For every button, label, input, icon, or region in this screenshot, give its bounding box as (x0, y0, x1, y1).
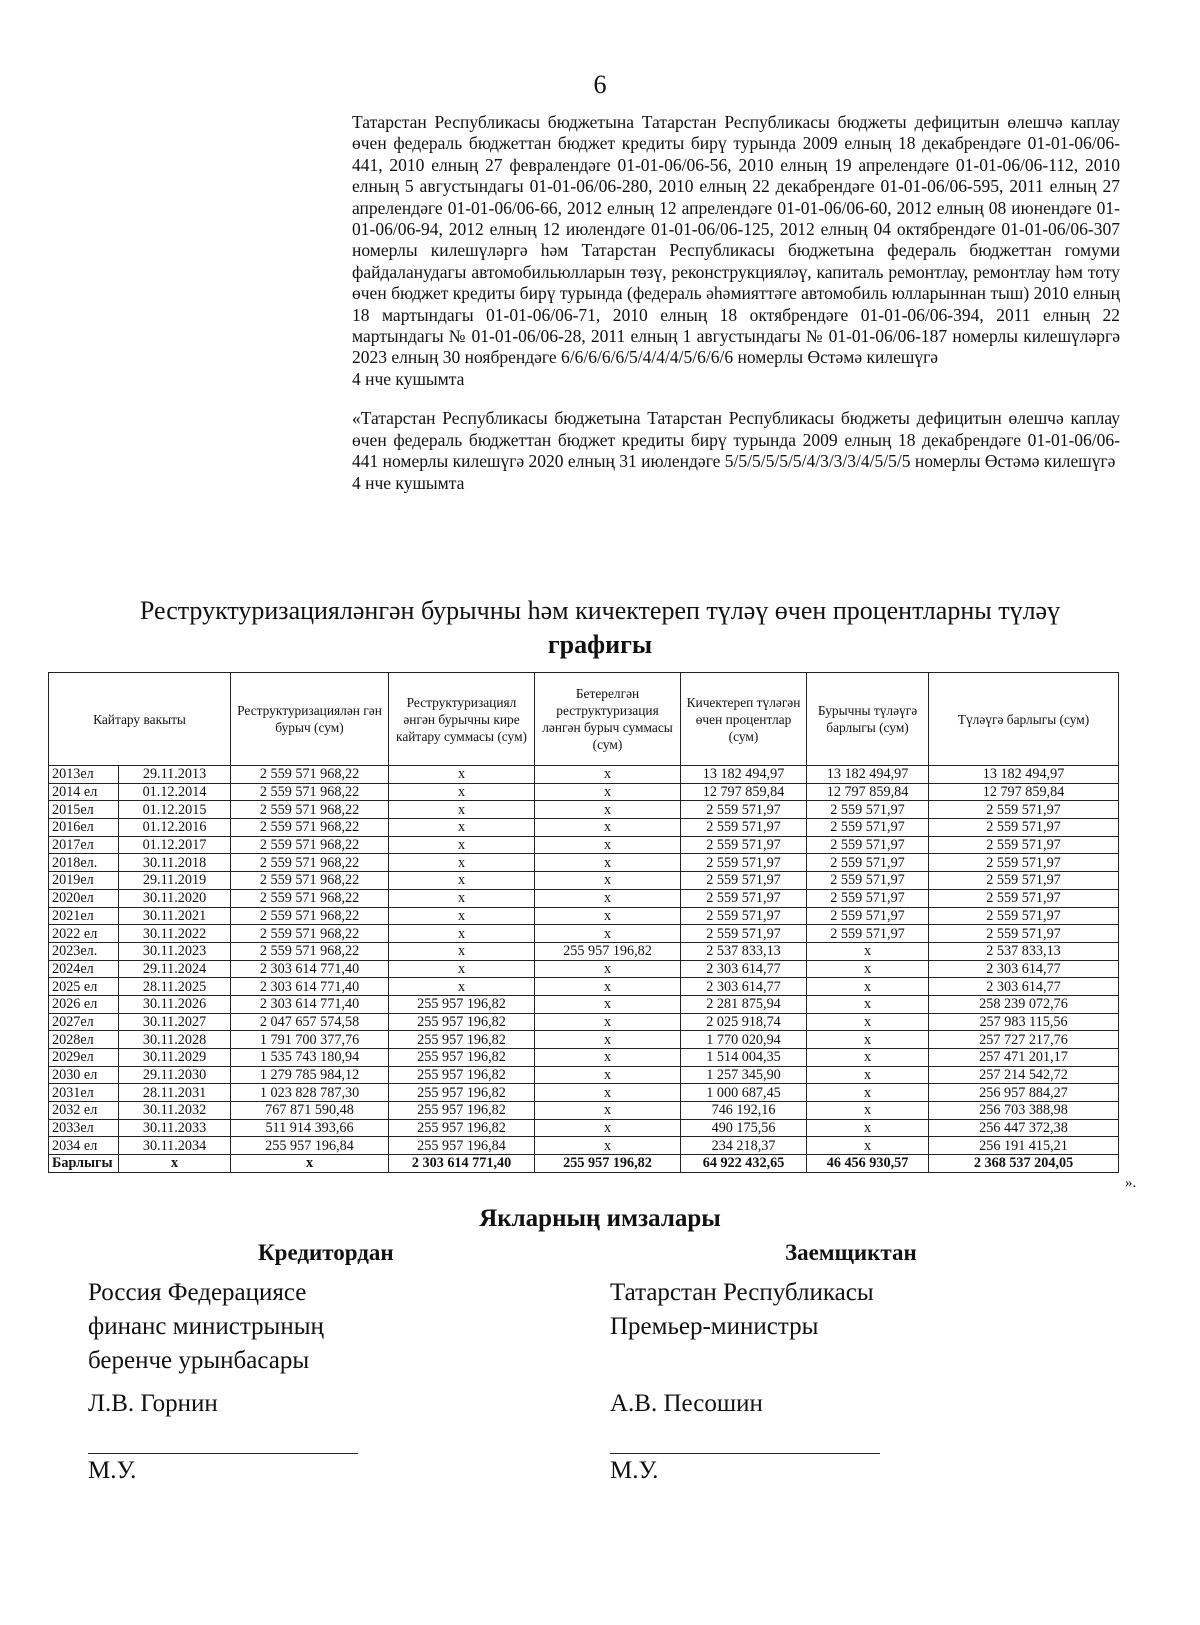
table-cell: 2 559 571 968,22 (231, 889, 389, 907)
table-cell: 234 218,37 (681, 1137, 807, 1155)
table-cell: 2032 ел (49, 1102, 119, 1120)
table-cell: 2016ел (49, 819, 119, 837)
table-cell: 30.11.2023 (119, 942, 231, 960)
table-cell: 29.11.2024 (119, 960, 231, 978)
table-cell: 30.11.2027 (119, 1013, 231, 1031)
table-cell: 2 559 571 968,22 (231, 925, 389, 943)
table-cell: 2019ел (49, 872, 119, 890)
table-header-row (49, 673, 1119, 766)
table-cell: 255 957 196,82 (389, 1049, 535, 1067)
table-cell: 2 303 614,77 (929, 960, 1119, 978)
table-row (49, 872, 1119, 890)
table-cell: x (535, 1049, 681, 1067)
table-cell: 01.12.2014 (119, 783, 231, 801)
table-cell: 2023ел. (49, 942, 119, 960)
table-cell: 29.11.2013 (119, 766, 231, 784)
table-cell: 30.11.2026 (119, 995, 231, 1013)
table-cell: 2027ел (49, 1013, 119, 1031)
borrower-stamp-place: М.У. (610, 1457, 659, 1484)
table-cell: 2 025 918,74 (681, 1013, 807, 1031)
table-row (49, 801, 1119, 819)
table-cell: x (535, 925, 681, 943)
table-cell: x (389, 836, 535, 854)
creditor-stamp-place: М.У. (88, 1457, 137, 1484)
table-cell: 1 770 020,94 (681, 1031, 807, 1049)
appendix-label: 4 нче кушымта (352, 472, 465, 493)
table-cell: x (535, 1119, 681, 1137)
table-cell: x (389, 907, 535, 925)
table-cell: 30.11.2034 (119, 1137, 231, 1155)
table-cell: 2 559 571,97 (929, 872, 1119, 890)
table-cell: x (389, 960, 535, 978)
payment-schedule-table (48, 672, 1119, 1173)
table-row (49, 1137, 1119, 1155)
table-cell: x (535, 766, 681, 784)
table-cell: 257 214 542,72 (929, 1066, 1119, 1084)
creditor-position (88, 1276, 324, 1378)
table-cell: 2 559 571 968,22 (231, 783, 389, 801)
table-cell: 2 559 571,97 (807, 907, 929, 925)
table-cell: x (535, 801, 681, 819)
borrower-signatory-name: А.В. Песошин (610, 1390, 763, 1417)
appendix-label: 4 нче кушымта (352, 368, 465, 389)
table-cell: 30.11.2022 (119, 925, 231, 943)
table-row (49, 1013, 1119, 1031)
table-cell: x (535, 854, 681, 872)
table-cell: 2 537 833,13 (929, 942, 1119, 960)
table-total-row (49, 1155, 1119, 1173)
table-cell: 2 303 614 771,40 (231, 995, 389, 1013)
table-cell: x (807, 1119, 929, 1137)
table-cell: 255 957 196,82 (389, 1066, 535, 1084)
table-cell: 255 957 196,82 (535, 942, 681, 960)
table-cell: x (807, 942, 929, 960)
preamble-paragraph: Татарстан Республикасы бюджетына Татарстан Республикасы бюджеты дефицитын өлешчә каплау өчен федераль бюджеттан бюджет кредиты бирү турында 2009 елның 18 декабрендәге 01-01-06/06-441, 2010 елның 27 февралендәге 01-01-06/06-56, 2010 елның 19 апрелендәге 01-01-06/06-112, 2010 елның 5 августындагы 01-01-06/06-280, 2010 елның 22 декабрендәге 01-01-06/06-595, 2011 елның 27 апрелендәге 01-01-06/06-66, 2012 елның 12 апрелендәге 01-01-06/06-60, 2012 елның 08 июнендәге 01-01-06/06-94, 2012 елның 12 июлендәге 01-01-06/06-125, 2012 елның 04 октябрендәге 01-01-06/06-307 номерлы килешүләргә һәм Татарстан Республикасы бюджетына федераль бюджеттан гомуми файдаланудагы автомобильюлларын төзү, реконструкцияләү, капиталь ремонтлау, ремонтлау һәм тоту өчен бюджет кредиты бирү турында (федераль әһәмияттәге автомобиль юлларыннан тыш) 2010 елның 18 мартындагы 01-01-06/06-71, 2010 елның 18 октябрендәге 01-01-06/06-394, 2011 елның 22 мартындагы № 01-01-06/06-28, 2011 елның 1 августындагы № 01-01-06/06-187 номерлы килешүләргә 2023 елның 30 ноябрендәге 6/6/6/6/6/5/4/4/4/5/6/6/6 номерлы Өстәмә килешүгә (352, 112, 1120, 368)
table-cell: 255 957 196,82 (389, 1102, 535, 1120)
table-cell: 255 957 196,82 (535, 1155, 681, 1173)
table-cell: 2 303 614,77 (681, 978, 807, 996)
table-cell: 2 559 571,97 (929, 854, 1119, 872)
table-cell: 30.11.2020 (119, 889, 231, 907)
table-cell: 256 703 388,98 (929, 1102, 1119, 1120)
table-cell: 255 957 196,82 (389, 1084, 535, 1102)
table-cell: 2 559 571 968,22 (231, 836, 389, 854)
table-row (49, 1084, 1119, 1102)
table-cell: x (535, 819, 681, 837)
borrower-signature-line (610, 1453, 880, 1454)
table-cell: 2 559 571,97 (681, 889, 807, 907)
table-row (49, 766, 1119, 784)
table-cell: 1 023 828 787,30 (231, 1084, 389, 1102)
table-cell: x (535, 836, 681, 854)
preamble (352, 112, 1120, 494)
table-cell: 13 182 494,97 (807, 766, 929, 784)
table-cell: x (389, 854, 535, 872)
table-cell: x (389, 889, 535, 907)
table-cell: 2034 ел (49, 1137, 119, 1155)
table-row (49, 925, 1119, 943)
table-cell: 2024ел (49, 960, 119, 978)
table-cell: 2 303 614,77 (929, 978, 1119, 996)
table-cell: 13 182 494,97 (681, 766, 807, 784)
table-cell: 1 535 743 180,94 (231, 1049, 389, 1067)
table-row (49, 1031, 1119, 1049)
table-cell: 257 983 115,56 (929, 1013, 1119, 1031)
table-cell: 2 559 571 968,22 (231, 801, 389, 819)
table-cell: 28.11.2025 (119, 978, 231, 996)
table-cell: x (807, 1031, 929, 1049)
column-header: Кайтару вакыты (49, 673, 231, 766)
table-cell: 255 957 196,82 (389, 1013, 535, 1031)
table-cell: 2 281 875,94 (681, 995, 807, 1013)
table-cell: 767 871 590,48 (231, 1102, 389, 1120)
borrower-position (610, 1276, 874, 1344)
table-cell: 2 559 571 968,22 (231, 942, 389, 960)
table-row (49, 960, 1119, 978)
table-cell: 12 797 859,84 (681, 783, 807, 801)
table-row (49, 819, 1119, 837)
table-cell: 2028ел (49, 1031, 119, 1049)
column-header: Реструктуризациял әнгән бурычны кире кайтару суммасы (сум) (389, 673, 535, 766)
table-cell: x (389, 978, 535, 996)
table-cell: 2 537 833,13 (681, 942, 807, 960)
table-cell: x (807, 978, 929, 996)
table-cell: 30.11.2032 (119, 1102, 231, 1120)
table-cell: 13 182 494,97 (929, 766, 1119, 784)
creditor-signatory-name: Л.В. Горнин (88, 1390, 218, 1417)
table-cell: 2 303 614 771,40 (231, 978, 389, 996)
column-header: Бетерелгән реструктуризация ләнгән бурыч суммасы (сум) (535, 673, 681, 766)
table-cell: 30.11.2029 (119, 1049, 231, 1067)
table-cell: 1 279 785 984,12 (231, 1066, 389, 1084)
table-cell: 2014 ел (49, 783, 119, 801)
table-cell: 30.11.2033 (119, 1119, 231, 1137)
table-cell: 2020ел (49, 889, 119, 907)
borrower-label: Заемщиктан (785, 1240, 917, 1265)
table-cell: 2 559 571,97 (807, 801, 929, 819)
table-cell: 29.11.2030 (119, 1066, 231, 1084)
column-header: Реструктуризациялән гән бурыч (сум) (231, 673, 389, 766)
table-row (49, 907, 1119, 925)
table-cell: x (389, 801, 535, 819)
table-cell: x (389, 872, 535, 890)
table-cell: 2 303 614 771,40 (389, 1155, 535, 1173)
column-header: Түләүгә барлыгы (сум) (929, 673, 1119, 766)
table-cell: 2 559 571,97 (929, 801, 1119, 819)
table-cell: 255 957 196,84 (231, 1137, 389, 1155)
closing-quote-mark: ». (1125, 1175, 1137, 1191)
table-cell: 2 559 571,97 (929, 889, 1119, 907)
table-cell: x (535, 872, 681, 890)
creditor-label: Кредитордан (258, 1240, 394, 1265)
table-cell: 12 797 859,84 (929, 783, 1119, 801)
table-cell: 30.11.2021 (119, 907, 231, 925)
table-cell: 2029ел (49, 1049, 119, 1067)
table-cell: x (535, 1102, 681, 1120)
table-cell: x (119, 1155, 231, 1173)
table-cell: 2018ел. (49, 854, 119, 872)
table-cell: 2 559 571,97 (681, 872, 807, 890)
table-cell: x (535, 889, 681, 907)
table-cell: x (807, 1102, 929, 1120)
creditor-position-line: финанс министрының (88, 1313, 324, 1340)
table-cell: 64 922 432,65 (681, 1155, 807, 1173)
table-cell: 1 000 687,45 (681, 1084, 807, 1102)
creditor-signature-line (88, 1453, 358, 1454)
borrower-position-line: Татарстан Республикасы (610, 1279, 874, 1306)
table-cell: x (807, 1084, 929, 1102)
table-cell: 255 957 196,84 (389, 1137, 535, 1155)
table-cell: 2015ел (49, 801, 119, 819)
table-cell: 2 559 571 968,22 (231, 854, 389, 872)
table-row (49, 1049, 1119, 1067)
table-cell: 2033ел (49, 1119, 119, 1137)
table-cell: 255 957 196,82 (389, 1119, 535, 1137)
table-cell: 2 559 571 968,22 (231, 907, 389, 925)
table-cell: x (535, 1031, 681, 1049)
table-cell: 1 514 004,35 (681, 1049, 807, 1067)
table-cell: 2031ел (49, 1084, 119, 1102)
signatures-heading: Якларның имзалары (479, 1205, 721, 1232)
table-cell: 2025 ел (49, 978, 119, 996)
borrower-position-line: Премьер-министры (610, 1313, 819, 1340)
table-row (49, 783, 1119, 801)
table-cell: 46 456 930,57 (807, 1155, 929, 1173)
table-cell: x (535, 960, 681, 978)
table-cell: 255 957 196,82 (389, 1031, 535, 1049)
table-cell: 257 727 217,76 (929, 1031, 1119, 1049)
table-cell: 12 797 859,84 (807, 783, 929, 801)
table-cell: 2 559 571,97 (807, 836, 929, 854)
creditor-position-line: Россия Федерациясе (88, 1279, 307, 1306)
table-cell: 30.11.2018 (119, 854, 231, 872)
table-cell: 2 559 571,97 (807, 872, 929, 890)
table-cell: 2 559 571,97 (807, 889, 929, 907)
preamble-paragraph: «Татарстан Республикасы бюджетына Татарстан Республикасы бюджеты дефицитын өлешчә каплау өчен федераль бюджеттан бюджет кредиты бирү турында 2009 елның 18 декабрендәге 01-01-06/06-441 номерлы килешүгә 2020 елның 31 июлендәге 5/5/5/5/5/5/4/3/3/3/4/5/5/5 номерлы Өстәмә килешүгә (352, 408, 1120, 472)
table-cell: 2 559 571,97 (681, 819, 807, 837)
table-cell: 01.12.2017 (119, 836, 231, 854)
table-cell: 2 559 571,97 (929, 907, 1119, 925)
table-cell: 2 303 614 771,40 (231, 960, 389, 978)
table-cell: x (535, 978, 681, 996)
table-cell: x (535, 1084, 681, 1102)
table-cell: x (535, 1137, 681, 1155)
table-cell: x (535, 783, 681, 801)
page-number: 6 (593, 70, 607, 99)
table-cell: x (389, 766, 535, 784)
table-row (49, 854, 1119, 872)
table-cell: 2 559 571 968,22 (231, 819, 389, 837)
table-cell: 2017ел (49, 836, 119, 854)
table-cell: 2022 ел (49, 925, 119, 943)
table-row (49, 836, 1119, 854)
table-cell: 29.11.2019 (119, 872, 231, 890)
table-cell: 490 175,56 (681, 1119, 807, 1137)
table-cell: 2 303 614,77 (681, 960, 807, 978)
table-row (49, 995, 1119, 1013)
column-header: Бурычны түләүгә барлыгы (сум) (807, 673, 929, 766)
table-cell: 01.12.2016 (119, 819, 231, 837)
table-cell: 2 559 571,97 (929, 836, 1119, 854)
table-row (49, 1102, 1119, 1120)
table-row (49, 978, 1119, 996)
table-cell: x (389, 925, 535, 943)
table-cell: 2 559 571,97 (807, 925, 929, 943)
table-cell: 2 559 571,97 (807, 854, 929, 872)
table-cell: 258 239 072,76 (929, 995, 1119, 1013)
table-cell: 746 192,16 (681, 1102, 807, 1120)
table-cell: x (807, 1013, 929, 1031)
title-line: графигы (547, 630, 653, 659)
table-cell: 2 559 571 968,22 (231, 872, 389, 890)
table-cell: 1 791 700 377,76 (231, 1031, 389, 1049)
title-line: Реструктуризацияләнгән бурычны һәм кичектереп түләү өчен процентларны түләү (139, 596, 1061, 625)
table-cell: x (807, 1137, 929, 1155)
table-cell: Барлыгы (49, 1155, 119, 1173)
table-cell: 255 957 196,82 (389, 995, 535, 1013)
table-cell: 2 559 571,97 (929, 925, 1119, 943)
table-cell: 2 559 571,97 (681, 854, 807, 872)
table-cell: 2021ел (49, 907, 119, 925)
table-cell: 2 559 571,97 (681, 801, 807, 819)
table-cell: 28.11.2031 (119, 1084, 231, 1102)
table-cell: 01.12.2015 (119, 801, 231, 819)
table-cell: x (535, 995, 681, 1013)
table-cell: x (535, 907, 681, 925)
table-row (49, 1119, 1119, 1137)
table-cell: x (231, 1155, 389, 1173)
table-cell: x (389, 819, 535, 837)
table-cell: 2013ел (49, 766, 119, 784)
table-cell: 2 559 571,97 (681, 836, 807, 854)
table-cell: 256 447 372,38 (929, 1119, 1119, 1137)
column-header: Кичектереп түләгән өчен процентлар (сум) (681, 673, 807, 766)
table-cell: 2 368 537 204,05 (929, 1155, 1119, 1173)
table-cell: 2030 ел (49, 1066, 119, 1084)
table-cell: 2 559 571,97 (681, 907, 807, 925)
table-cell: 257 471 201,17 (929, 1049, 1119, 1067)
table-row (49, 889, 1119, 907)
table-cell: x (807, 995, 929, 1013)
table-cell: 2 559 571,97 (807, 819, 929, 837)
table-cell: 1 257 345,90 (681, 1066, 807, 1084)
table-row (49, 1066, 1119, 1084)
table-cell: x (807, 960, 929, 978)
table-cell: 511 914 393,66 (231, 1119, 389, 1137)
creditor-position-line: беренче урынбасары (88, 1347, 310, 1374)
table-cell: x (535, 1013, 681, 1031)
table-cell: 2 559 571,97 (929, 819, 1119, 837)
table-cell: 30.11.2028 (119, 1031, 231, 1049)
table-cell: x (807, 1066, 929, 1084)
table-cell: x (389, 783, 535, 801)
table-cell: 2 559 571 968,22 (231, 766, 389, 784)
table-cell: x (535, 1066, 681, 1084)
table-cell: 256 191 415,21 (929, 1137, 1119, 1155)
table-cell: 2 047 657 574,58 (231, 1013, 389, 1031)
table-row (49, 942, 1119, 960)
table-cell: 2026 ел (49, 995, 119, 1013)
table-cell: x (807, 1049, 929, 1067)
document-title (40, 594, 1160, 662)
table-cell: 2 559 571,97 (681, 925, 807, 943)
table-cell: x (389, 942, 535, 960)
table-cell: 256 957 884,27 (929, 1084, 1119, 1102)
